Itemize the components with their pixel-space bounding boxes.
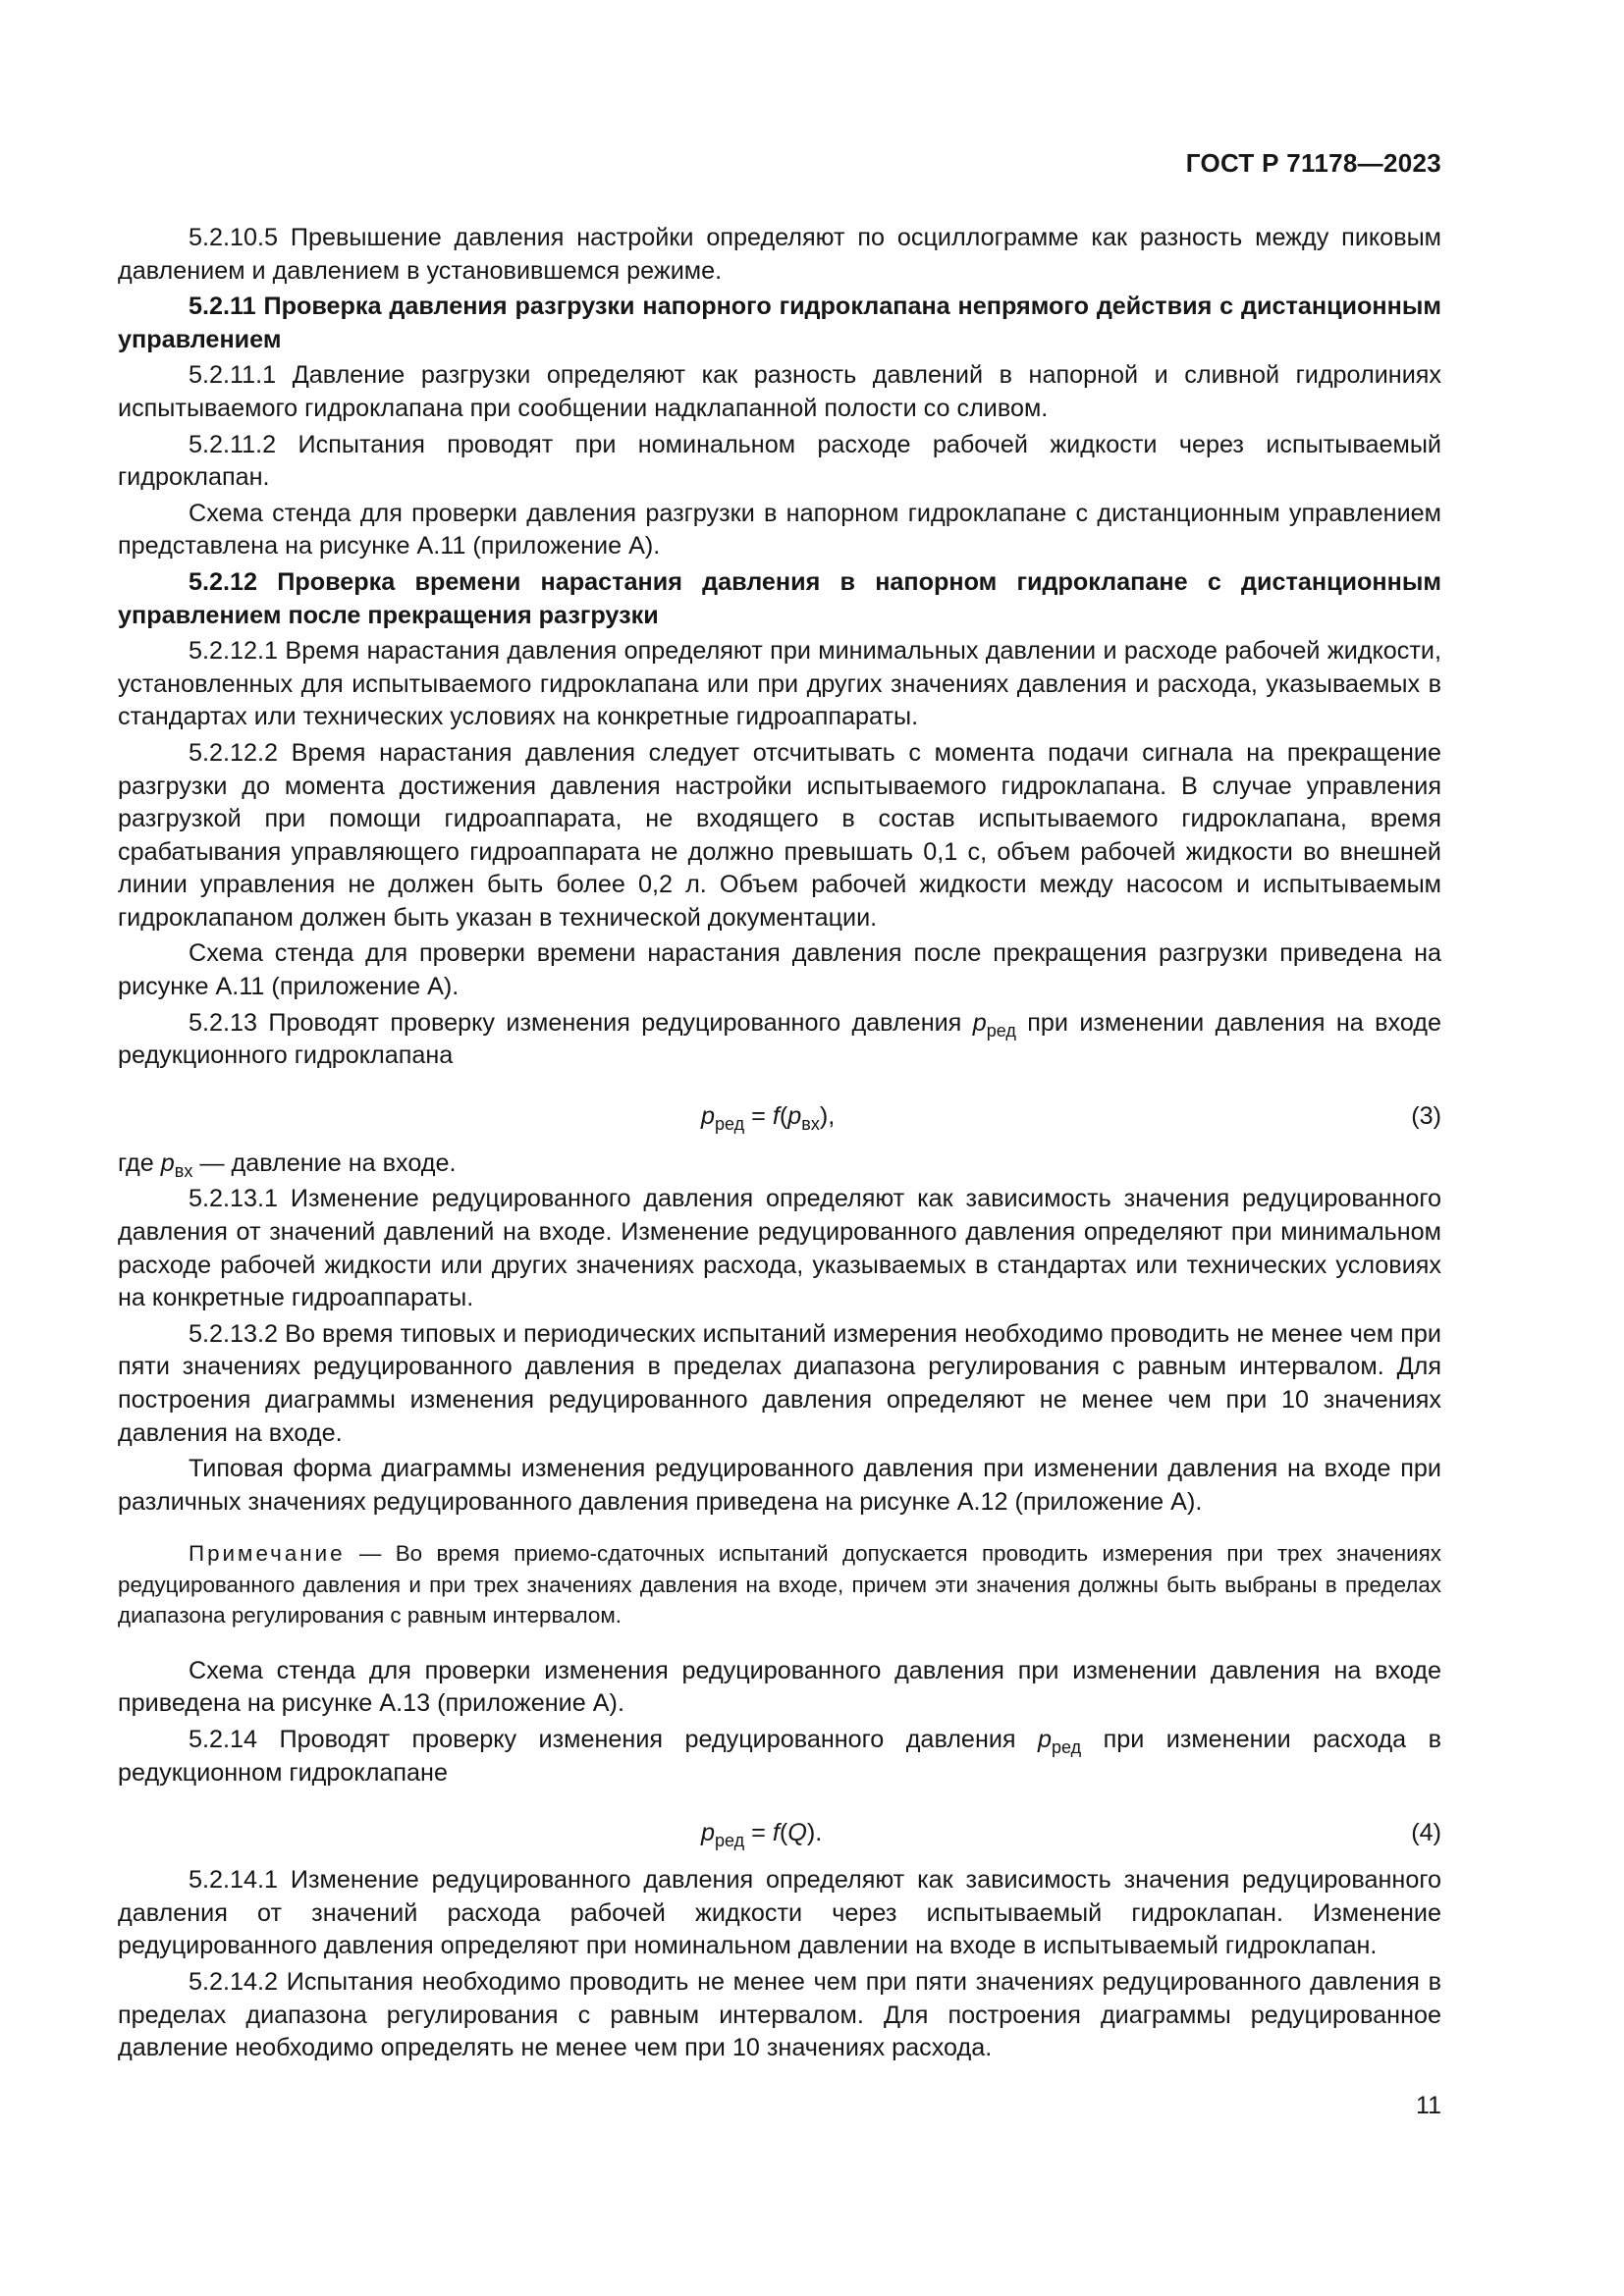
paragraph-5-2-14-2: 5.2.14.2 Испытания необходимо проводить не менее чем при пяти значениях редуцированного давления в пределах диапазона регулирования с равным интервалом. Для построения диаграммы редуцированное давление необходимо определять не менее чем при 10 значениях расхода. [118,1968,1441,2062]
paragraph-5-2-14: 5.2.14 Проводят проверку изменения редуцированного давления $p_{ред}$ при изменении расхода в редукционном гидроклапане [118,1726,1441,1787]
formula-4-expression: $p_{ред} = f(Q)$. [701,1819,823,1851]
formula-4 [118,1813,1441,1852]
paragraph-scheme-a11-unload: Схема стенда для проверки давления разгрузки в напорном гидроклапане с дистанционным управлением представлена на рисунке А.11 (приложение А). [118,499,1441,561]
paragraph-5-2-10-5: 5.2.10.5 Превышение давления настройки определяют по осциллограмме как разность между пиковым давлением и давлением в установившемся режиме. [118,224,1441,285]
heading-5-2-11: 5.2.11 Проверка давления разгрузки напорного гидроклапана непрямого действия с дистанционным управлением [118,293,1441,353]
paragraph-5-2-11-2: 5.2.11.2 Испытания проводят при номинальном расходе рабочей жидкости через испытываемый гидроклапан. [118,430,1441,492]
note-text: — Во время приемо-сдаточных испытаний допускается проводить измерения при трех значениях редуцированного давления и при трех значениях давления на входе, причем эти значения должны быть выбраны в пределах диапазона регулирования с равным интервалом. [118,1541,1441,1629]
paragraph-5-2-14-1: 5.2.14.1 Изменение редуцированного давления определяют как зависимость значения редуцированного давления от значений расхода рабочей жидкости через испытываемый гидроклапан. Изменение редуцированного давления определяют при номинальном давлении на входе в испытываемый гидроклапан. [118,1866,1441,1960]
subscript-red: ред [986,1020,1016,1041]
formula-4-number: (4) [1411,1819,1441,1847]
heading-5-2-12: 5.2.12 Проверка времени нарастания давления в напорном гидроклапане с дистанционным управлением после прекращения разгрузки [118,567,1441,629]
paragraph-5-2-12-2: 5.2.12.2 Время нарастания давления следует отсчитывать с момента подачи сигнала на прекращение разгрузки до момента достижения давления настройки испытываемого гидроклапана. В случае управления разгрузкой при помощи гидроаппарата, не входящего в состав испытываемого гидроклапана, время срабатывания управляющего гидроаппарата не должно превышать 0,1 с, объем рабочей жидкости во внешней линии управления не должен быть более 0,2 л. Объем рабочей жидкости между насосом и испытываемым гидроклапаном должен быть указан в технической документации. [118,738,1441,932]
paragraph-5-2-13-1: 5.2.13.1 Изменение редуцированного давления определяют как зависимость значения редуцированного давления от значений давлений на входе. Изменение редуцированного давления определяют при минимальном расходе рабочей жидкости или других значениях расхода, указываемых в стандартах или технических условиях на конкретные гидроаппараты. [118,1185,1441,1312]
paragraph-5-2-12-1: 5.2.12.1 Время нарастания давления определяют при минимальных давлении и расходе рабочей жидкости, установленных для испытываемого гидроклапана или при других значениях давления и расхода, указываемых в стандартах или технических условиях на конкретные гидроаппараты. [118,637,1441,731]
paragraph-5-2-13-2: 5.2.13.2 Во время типовых и периодических испытаний измерения необходимо проводить не менее чем при пяти значениях редуцированного давления в пределах диапазона регулирования с равным интервалом. Для построения диаграммы изменения редуцированного давления определяют не менее чем при 10 значениях давления на входе. [118,1319,1441,1447]
document-body [118,222,1441,2068]
note [118,1538,1441,1631]
paragraph-typical-diagram: Типовая форма диаграммы изменения редуцированного давления при изменении давления на входе при различных значениях редуцированного давления приведена на рисунке А.12 (приложение А). [118,1455,1441,1516]
paragraph-scheme-a13: Схема стенда для проверки изменения редуцированного давления при изменении давления на входе приведена на рисунке А.13 (приложение А). [118,1656,1441,1718]
formula-3-expression: $p_{ред} = f(p_{вх})$, [701,1101,836,1134]
page-number: 11 [1416,2092,1441,2119]
paragraph-5-2-11-1: 5.2.11.1 Давление разгрузки определяют как разность давлений в напорной и сливной гидролиниях испытываемого гидроклапана при сообщении надклапанной полости со сливом. [118,361,1441,422]
note-label: Примечание [189,1541,346,1567]
where-clause: где $p_{вх}$ — давление на входе. [118,1148,457,1181]
document-header: ГОСТ Р 71178—2023 [1185,148,1441,178]
formula-3-number: (3) [1411,1101,1441,1130]
symbol-p: p [972,1008,987,1037]
paragraph-5-2-13: 5.2.13 Проводят проверку изменения редуцированного давления $p_{ред}$ при изменении давления на входе редукционного гидроклапана [118,1008,1442,1070]
formula-3 [118,1096,1441,1136]
paragraph-scheme-a11-rise: Схема стенда для проверки времени нарастания давления после прекращения разгрузки приведена на рисунке А.11 (приложение А). [118,939,1441,1001]
